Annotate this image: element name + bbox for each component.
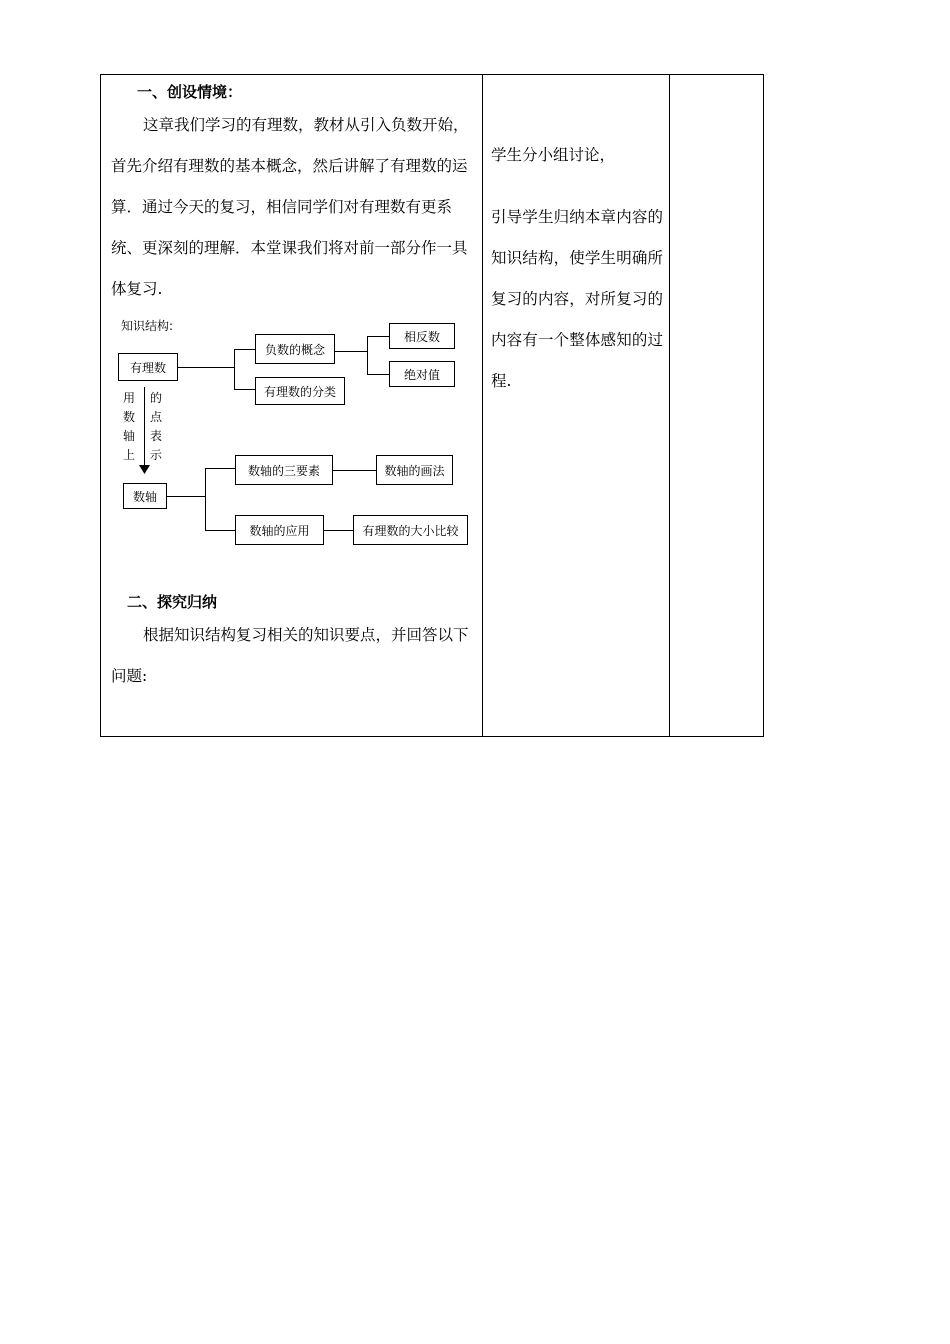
box-three-elements: 数轴的三要素 bbox=[235, 455, 333, 485]
box-drawing: 数轴的画法 bbox=[376, 455, 453, 485]
connector bbox=[234, 349, 235, 389]
side-label-left: 用数轴上 bbox=[122, 391, 135, 462]
connector bbox=[367, 374, 389, 375]
arrow-down-icon bbox=[139, 465, 150, 474]
connector bbox=[335, 351, 367, 352]
side-label-right: 的点表示 bbox=[149, 391, 162, 462]
connector bbox=[367, 336, 389, 337]
box-negative-concept: 负数的概念 bbox=[255, 334, 335, 364]
connector bbox=[205, 468, 235, 469]
box-number-line: 数轴 bbox=[123, 483, 167, 509]
column2-line1: 学生分小组讨论， bbox=[491, 146, 616, 164]
column-divider-2 bbox=[669, 75, 670, 736]
section2-paragraph: 根据知识结构复习相关的知识要点，并回答以下问题: bbox=[111, 626, 469, 685]
connector bbox=[205, 530, 235, 531]
box-absolute: 绝对值 bbox=[389, 361, 455, 387]
section2-heading: 二、探究归纳 bbox=[127, 593, 218, 611]
arrow-shaft bbox=[144, 387, 145, 469]
section1-paragraph: 这章我们学习的有理数，教材从引入负数开始，首先介绍有理数的基本概念，然后讲解了有理数的运算．通过今天的复习，相信同学们对有理数有更系统、更深刻的理解．本堂课我们将对前一部分作一具体复习. bbox=[111, 116, 469, 298]
connector bbox=[234, 349, 255, 350]
connector bbox=[178, 367, 234, 368]
box-opposite: 相反数 bbox=[389, 323, 455, 349]
lesson-table bbox=[100, 74, 764, 737]
column2-paragraph: 引导学生归纳本章内容的知识结构，使学生明确所复习的内容，对所复习的内容有一个整体感知的过程. bbox=[491, 208, 663, 390]
connector bbox=[205, 468, 206, 530]
box-classification: 有理数的分类 bbox=[255, 377, 345, 405]
section1-heading: 一、创设情境： bbox=[137, 83, 243, 101]
connector bbox=[333, 470, 376, 471]
knowledge-structure-diagram bbox=[113, 311, 483, 551]
connector bbox=[324, 530, 353, 531]
connector bbox=[234, 389, 255, 390]
diagram-title: 知识结构: bbox=[121, 319, 174, 333]
connector bbox=[167, 496, 205, 497]
box-rational-numbers: 有理数 bbox=[118, 353, 178, 381]
box-application: 数轴的应用 bbox=[235, 515, 324, 545]
box-size-compare: 有理数的大小比较 bbox=[353, 515, 468, 545]
connector bbox=[367, 336, 368, 374]
